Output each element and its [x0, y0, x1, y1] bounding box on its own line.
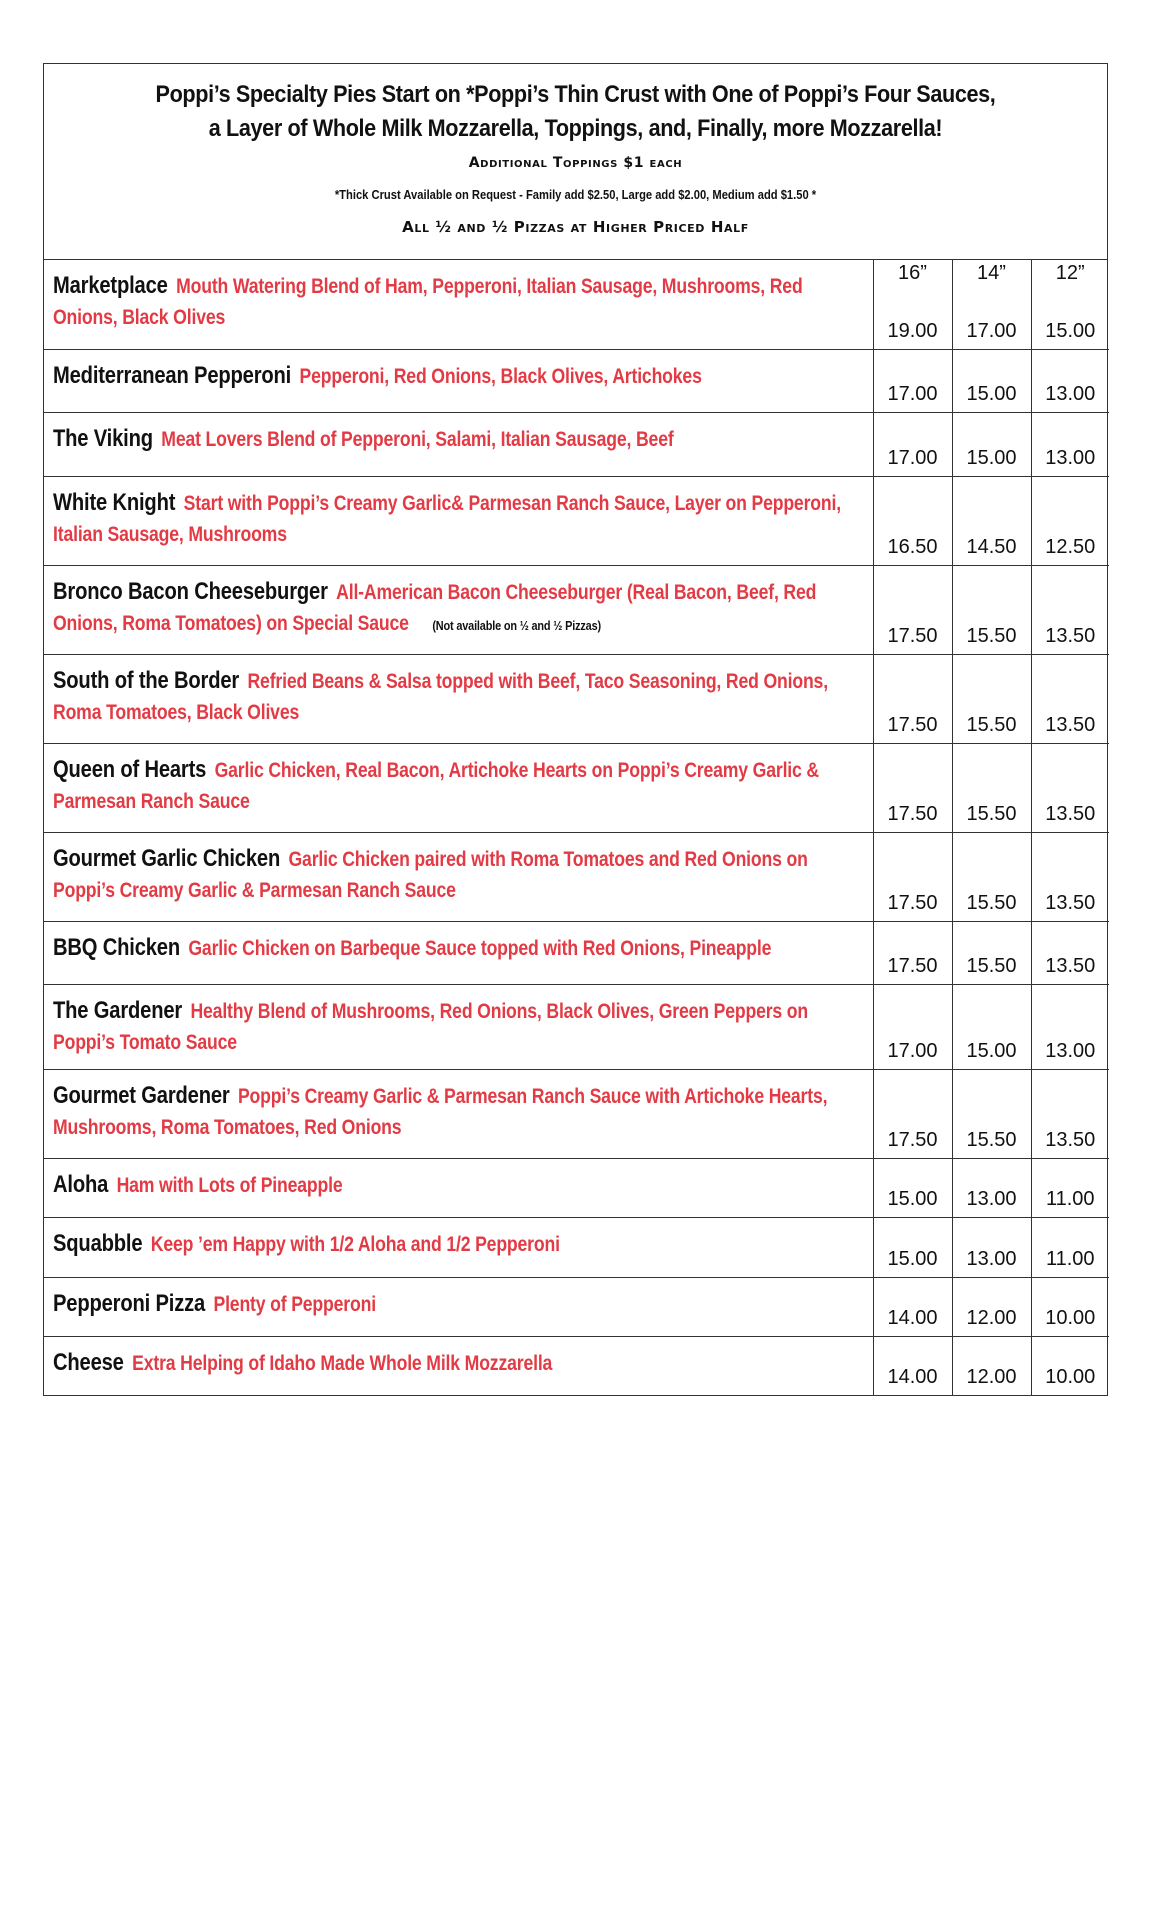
price-cell	[873, 832, 952, 921]
price-value: 14.00	[887, 1366, 938, 1388]
price-cell	[1031, 1336, 1109, 1395]
price-value: 17.50	[887, 954, 938, 977]
price-value: 17.00	[887, 1039, 938, 1062]
pizza-name: Mediterranean Pepperoni	[53, 361, 292, 389]
pizza-description-cell	[44, 832, 873, 921]
pizza-name: White Knight	[53, 488, 176, 516]
price-cell	[1031, 1277, 1109, 1336]
pizza-description: Ham with Lots of Pineapple	[116, 1173, 343, 1197]
pizza-name: The Viking	[53, 424, 153, 452]
pizza-description-cell	[44, 412, 873, 476]
price-value: 17.00	[966, 319, 1017, 342]
pizza-description: Keep ’em Happy with 1/2 Aloha and 1/2 Pepperoni	[150, 1232, 560, 1256]
pizza-row	[44, 260, 1109, 349]
price-value: 12.00	[966, 1366, 1017, 1388]
price-value: 14.00	[887, 1306, 938, 1329]
price-cell	[952, 412, 1031, 476]
price-cell	[952, 476, 1031, 565]
pizza-description: Extra Helping of Idaho Made Whole Milk Mozzarella	[132, 1351, 553, 1375]
price-value: 17.00	[887, 446, 938, 469]
price-cell	[952, 1217, 1031, 1277]
price-cell	[952, 1069, 1031, 1158]
price-cell	[873, 984, 952, 1069]
pizza-description: Meat Lovers Blend of Pepperoni, Salami, Italian Sausage, Beef	[161, 427, 674, 451]
additional-toppings-note: Additional Toppings $1 each	[468, 155, 683, 171]
pizza-description: Garlic Chicken on Barbeque Sauce topped with Red Onions, Pineapple	[188, 936, 772, 960]
price-cell	[952, 984, 1031, 1069]
price-value: 11.00	[1045, 1247, 1095, 1270]
pizza-row	[44, 565, 1109, 654]
pizza-name: The Gardener	[53, 996, 183, 1024]
pizza-row	[44, 412, 1109, 476]
price-cell	[1031, 654, 1109, 743]
pizza-row	[44, 832, 1109, 921]
thick-crust-note: *Thick Crust Available on Request - Family add $2.50, Large add $2.00, Medium add $1.50 *	[334, 187, 817, 202]
price-cell	[873, 349, 952, 412]
price-value: 17.50	[887, 1128, 938, 1151]
price-value: 15.00	[887, 1247, 938, 1270]
price-cell	[873, 1277, 952, 1336]
pizza-description: Poppi’s Creamy Garlic & Parmesan Ranch Sauce with Artichoke Hearts, Mushrooms, Roma Tomatoes, Red Onions	[53, 1084, 828, 1139]
price-cell	[1031, 1217, 1109, 1277]
pizza-row	[44, 743, 1109, 832]
price-cell	[952, 654, 1031, 743]
price-value: 16.50	[887, 535, 938, 558]
pizza-description-cell	[44, 1158, 873, 1217]
price-value: 15.00	[966, 1039, 1017, 1062]
pizza-description-cell	[44, 921, 873, 984]
pizza-description-cell	[44, 260, 873, 349]
price-value: 15.50	[966, 891, 1017, 914]
price-value: 15.50	[966, 624, 1017, 647]
pizza-table	[44, 260, 1109, 1395]
pizza-row	[44, 1158, 1109, 1217]
price-value: 13.50	[1045, 624, 1096, 647]
price-cell	[1031, 476, 1109, 565]
price-value: 10.00	[1045, 1366, 1096, 1388]
pizza-description: Mouth Watering Blend of Ham, Pepperoni, Italian Sausage, Mushrooms, Red Onions, Black Olives	[53, 275, 803, 329]
price-value: 17.50	[887, 891, 938, 914]
pizza-description: Garlic Chicken paired with Roma Tomatoes and Red Onions on Poppi’s Creamy Garlic & Parmesan Ranch Sauce	[53, 847, 808, 902]
pizza-name: BBQ Chicken	[53, 933, 180, 961]
pizza-description-cell	[44, 1336, 873, 1395]
price-cell	[873, 565, 952, 654]
price-cell	[873, 743, 952, 832]
pizza-description-cell	[44, 1069, 873, 1158]
price-value: 11.00	[1045, 1187, 1095, 1210]
pizza-description-cell	[44, 565, 873, 654]
price-value: 15.00	[966, 446, 1017, 469]
menu-header	[44, 64, 1107, 260]
pizza-description-cell	[44, 476, 873, 565]
price-cell	[952, 260, 1031, 349]
price-cell	[952, 1158, 1031, 1217]
pizza-description: Garlic Chicken, Real Bacon, Artichoke Hearts on Poppi’s Creamy Garlic & Parmesan Ranch Sauce	[53, 758, 819, 813]
price-cell	[1031, 743, 1109, 832]
price-value: 15.00	[966, 382, 1017, 405]
price-value: 13.00	[966, 1187, 1017, 1210]
price-cell	[873, 1336, 952, 1395]
price-value: 13.50	[1045, 713, 1096, 736]
price-value: 14.50	[966, 535, 1017, 558]
price-cell	[873, 412, 952, 476]
pizza-name: Marketplace	[53, 272, 168, 299]
pizza-note: (Not available on ½ and ½ Pizzas)	[432, 617, 601, 633]
price-value: 13.50	[1045, 891, 1096, 914]
price-value: 13.00	[966, 1247, 1017, 1270]
pizza-row	[44, 476, 1109, 565]
price-value: 13.50	[1045, 1128, 1096, 1151]
price-value: 15.50	[966, 954, 1017, 977]
price-cell	[952, 743, 1031, 832]
price-value: 19.00	[887, 319, 938, 342]
size-label: 16”	[898, 262, 927, 284]
price-value: 13.00	[1045, 446, 1096, 469]
price-value: 17.50	[887, 802, 938, 825]
price-cell	[1031, 565, 1109, 654]
price-value: 15.50	[966, 802, 1017, 825]
half-and-half-note: All ½ and ½ Pizzas at Higher Priced Half	[402, 218, 749, 236]
header-line-1: Poppi’s Specialty Pies Start on *Poppi’s Thin Crust with One of Poppi’s Four Sauces,	[155, 81, 996, 108]
price-value: 12.50	[1045, 535, 1096, 558]
price-cell	[873, 260, 952, 349]
price-cell	[952, 832, 1031, 921]
pizza-row	[44, 1069, 1109, 1158]
price-cell	[1031, 260, 1109, 349]
size-label: 14”	[977, 262, 1006, 284]
price-value: 10.00	[1045, 1306, 1096, 1329]
price-value: 17.50	[887, 624, 938, 647]
pizza-description-cell	[44, 743, 873, 832]
pizza-name: Gourmet Gardener	[53, 1081, 230, 1109]
price-cell	[952, 565, 1031, 654]
header-line-2: a Layer of Whole Milk Mozzarella, Toppings, and, Finally, more Mozzarella!	[208, 115, 943, 142]
pizza-description: All-American Bacon Cheeseburger (Real Bacon, Beef, Red Onions, Roma Tomatoes) on Special Sauce	[53, 580, 817, 635]
pizza-description: Pepperoni, Red Onions, Black Olives, Artichokes	[299, 364, 702, 388]
pizza-row	[44, 984, 1109, 1069]
pizza-row	[44, 1336, 1109, 1395]
pizza-name: Bronco Bacon Cheeseburger	[53, 577, 328, 605]
pizza-description-cell	[44, 349, 873, 412]
price-cell	[1031, 921, 1109, 984]
price-cell	[873, 654, 952, 743]
pizza-name: Squabble	[53, 1229, 143, 1257]
pizza-row	[44, 921, 1109, 984]
pizza-description: Healthy Blend of Mushrooms, Red Onions, Black Olives, Green Peppers on Poppi’s Tomato Sauce	[53, 999, 809, 1054]
price-cell	[1031, 349, 1109, 412]
pizza-name: Aloha	[53, 1170, 109, 1198]
pizza-description: Plenty of Pepperoni	[213, 1292, 376, 1316]
pizza-menu	[43, 63, 1108, 1396]
pizza-row	[44, 654, 1109, 743]
price-value: 17.00	[887, 382, 938, 405]
price-cell	[873, 1158, 952, 1217]
price-cell	[873, 1217, 952, 1277]
price-cell	[1031, 984, 1109, 1069]
pizza-row	[44, 1277, 1109, 1336]
price-cell	[873, 1069, 952, 1158]
pizza-row	[44, 1217, 1109, 1277]
pizza-name: Queen of Hearts	[53, 755, 207, 783]
pizza-description-cell	[44, 654, 873, 743]
pizza-name: Pepperoni Pizza	[53, 1289, 206, 1317]
pizza-description-cell	[44, 1217, 873, 1277]
price-cell	[952, 921, 1031, 984]
price-value: 15.00	[1045, 319, 1096, 342]
price-cell	[1031, 832, 1109, 921]
price-cell	[952, 1277, 1031, 1336]
price-value: 13.00	[1045, 1039, 1096, 1062]
pizza-name: Cheese	[53, 1348, 124, 1376]
price-value: 13.50	[1045, 954, 1096, 977]
price-cell	[1031, 1069, 1109, 1158]
price-value: 12.00	[966, 1306, 1017, 1329]
price-cell	[952, 349, 1031, 412]
price-value: 13.00	[1045, 382, 1096, 405]
price-value: 13.50	[1045, 802, 1096, 825]
price-value: 15.00	[887, 1187, 938, 1210]
pizza-description-cell	[44, 984, 873, 1069]
pizza-name: South of the Border	[53, 666, 240, 694]
price-cell	[873, 921, 952, 984]
price-value: 17.50	[887, 713, 938, 736]
price-cell	[1031, 1158, 1109, 1217]
price-cell	[952, 1336, 1031, 1395]
price-cell	[873, 476, 952, 565]
price-cell	[1031, 412, 1109, 476]
price-value: 15.50	[966, 1128, 1017, 1151]
pizza-description-cell	[44, 1277, 873, 1336]
size-label: 12”	[1055, 262, 1085, 284]
price-value: 15.50	[966, 713, 1017, 736]
pizza-description: Refried Beans & Salsa topped with Beef, Taco Seasoning, Red Onions, Roma Tomatoes, Black Olives	[53, 669, 828, 724]
pizza-description: Start with Poppi’s Creamy Garlic& Parmesan Ranch Sauce, Layer on Pepperoni, Italian Sausage, Mushrooms	[53, 491, 841, 546]
pizza-row	[44, 349, 1109, 412]
pizza-name: Gourmet Garlic Chicken	[53, 844, 281, 872]
